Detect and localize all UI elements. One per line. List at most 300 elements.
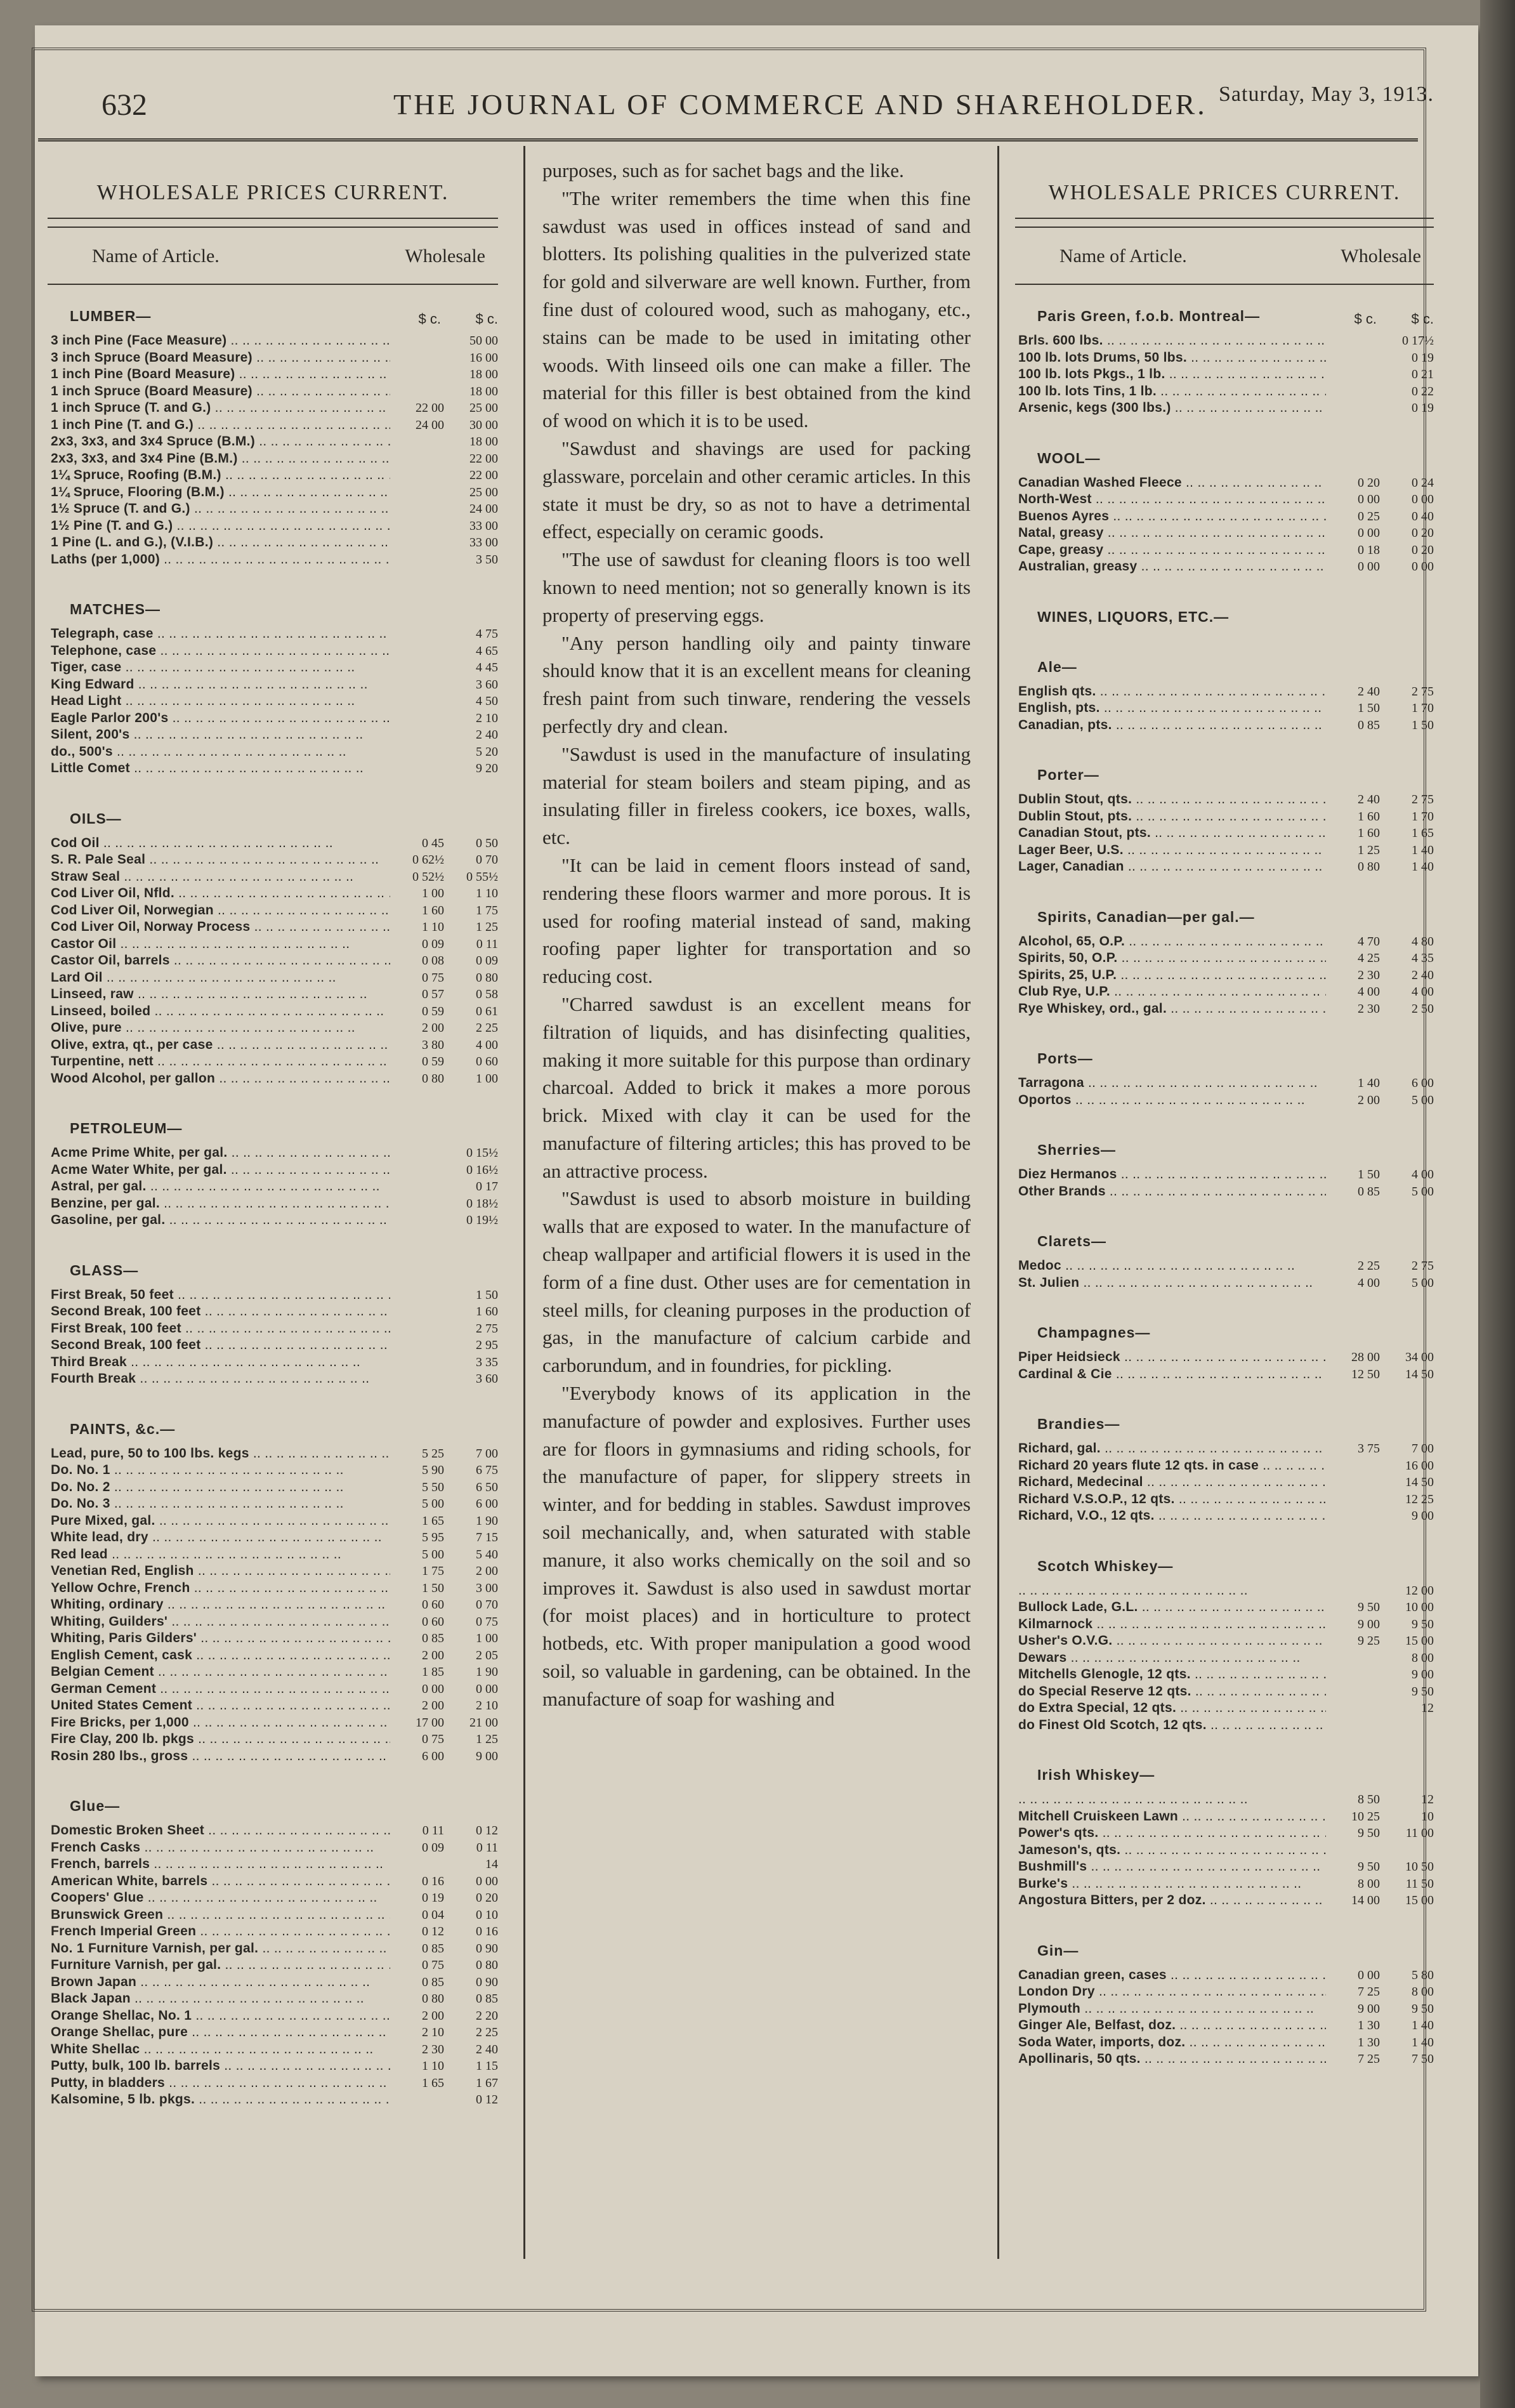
left-col-name-header: Name of Article.	[92, 246, 220, 266]
price-high: 0 12	[476, 2093, 498, 2107]
price-row	[51, 626, 498, 643]
price-low: 2 25	[1358, 1259, 1380, 1273]
price-row	[1018, 1700, 1434, 1717]
right-price-table	[1009, 285, 1440, 2068]
price-high: 25 00	[469, 485, 498, 499]
price-row	[51, 383, 498, 400]
price-low: 9 00	[1358, 1617, 1380, 1631]
price-high: 2 75	[1412, 1259, 1434, 1273]
price-row	[1018, 1892, 1434, 1909]
price-row	[51, 1856, 498, 1873]
price-row	[51, 1890, 498, 1907]
price-high: 5 00	[1412, 1093, 1434, 1107]
price-row	[1018, 542, 1434, 559]
price-row	[51, 2008, 498, 2025]
price-row	[1018, 1808, 1434, 1826]
price-high: 1 90	[476, 1665, 498, 1679]
price-low: 0 85	[1358, 718, 1380, 732]
price-low: 9 25	[1358, 1634, 1380, 1648]
price-high: 0 09	[476, 954, 498, 968]
price-low: 3 75	[1358, 1442, 1380, 1456]
price-low: 4 25	[1358, 951, 1380, 965]
price-row	[51, 1145, 498, 1162]
section-title: Ports—	[1037, 1050, 1093, 1067]
price-row	[51, 1303, 498, 1320]
price-high: 2 25	[476, 1021, 498, 1035]
article-name	[1018, 1582, 1326, 1600]
article-name: Diez Hermanos .. ..	[1018, 1166, 1326, 1183]
price-low: 0 62½	[412, 853, 444, 867]
price-row	[51, 835, 498, 852]
price-row	[1018, 332, 1434, 350]
price-low: 0 80	[422, 1071, 444, 1086]
article-name: S. R. Pale Seal .. ..	[51, 852, 390, 869]
section-title: WOOL—	[1037, 449, 1101, 466]
price-high: 0 12	[476, 1824, 498, 1838]
article-name: Belgian Cement .. ..	[51, 1664, 390, 1681]
price-high: 18 00	[469, 435, 498, 449]
article-name: Richard, Medecinal .. ..	[1018, 1474, 1326, 1491]
right-title-rules	[1015, 218, 1434, 228]
price-high: 3 60	[476, 677, 498, 692]
price-high: 0 10	[476, 1907, 498, 1922]
price-row	[1018, 791, 1434, 808]
right-prices-title: WHOLESALE PRICES CURRENT.	[1048, 181, 1401, 204]
price-low: 4 00	[1358, 985, 1380, 999]
price-high: 1 40	[1412, 860, 1434, 874]
price-low: 0 80	[422, 1992, 444, 2006]
article-name: Red lead .. ..	[51, 1546, 390, 1563]
price-high: 33 00	[469, 518, 498, 533]
price-high: 8 00	[1412, 1650, 1434, 1665]
article-name: No. 1 Furniture Varnish, per gal. .. ..	[51, 1940, 390, 1957]
article-name: Oportos .. ..	[1018, 1092, 1326, 1109]
price-row	[51, 2024, 498, 2041]
price-high: 9 50	[1412, 1617, 1434, 1631]
article-paragraph: "Sawdust is used in the manufacture of insulating material for steam boilers and steam piping, and as insulating filler in fireless cookers, ice boxes, walls, etc.	[542, 742, 971, 849]
article-name: Second Break, 100 feet .. ..	[51, 1303, 390, 1320]
price-row	[1018, 717, 1434, 734]
price-high: 0 90	[476, 1975, 498, 1989]
price-low: 9 50	[1358, 1860, 1380, 1874]
article-name: French Casks .. ..	[51, 1839, 390, 1857]
price-high: 34 00	[1405, 1350, 1434, 1364]
price-high: 10 00	[1405, 1600, 1434, 1614]
right-col-name-header: Name of Article.	[1059, 246, 1187, 266]
price-high: 9 50	[1412, 2001, 1434, 2016]
price-row	[1018, 400, 1434, 417]
price-high: 0 18½	[466, 1196, 498, 1211]
article-name: Orange Shellac, No. 1 .. ..	[51, 2008, 390, 2025]
price-low: 0 85	[1358, 1184, 1380, 1199]
article-name	[1018, 1791, 1326, 1808]
price-row	[1018, 1666, 1434, 1683]
price-low: 9 50	[1358, 1600, 1380, 1614]
price-row	[51, 1479, 498, 1496]
price-low: 0 09	[422, 937, 444, 951]
price-row	[1018, 1092, 1434, 1109]
price-row	[1018, 558, 1434, 576]
price-high: 6 75	[476, 1463, 498, 1477]
price-row	[1018, 350, 1434, 367]
article-name: Pure Mixed, gal. .. ..	[51, 1513, 390, 1530]
price-row	[51, 727, 498, 744]
price-low: 2 00	[422, 1021, 444, 1035]
price-row	[1018, 1166, 1434, 1183]
price-row	[51, 1195, 498, 1213]
price-row	[51, 2058, 498, 2075]
price-low: 1 50	[1358, 701, 1380, 715]
article-name: Dewars .. ..	[1018, 1650, 1326, 1667]
article-name: Tiger, case .. ..	[51, 659, 390, 676]
price-low: 0 85	[422, 1975, 444, 1989]
unit-label: $ c.	[475, 311, 498, 327]
article-name: Benzine, per gal. .. ..	[51, 1195, 390, 1213]
price-low: 0 85	[422, 1631, 444, 1645]
article-name: French, barrels .. ..	[51, 1856, 390, 1873]
price-row	[51, 1822, 498, 1839]
article-paragraph: "The writer remembers the time when this fine sawdust was used in offices instead of sand and blotters. Its polishing qualities in the pulverized state for gold and silverware are well known. Further, from fine dust of coloured wood, such as mahogany, etc., stains can be made to be used in imitating other woods. With linseed oils one can make a filler. The material for this filler is best obtained from the kind of wood on which it is to be used.	[542, 187, 971, 432]
price-high: 0 00	[1412, 492, 1434, 506]
price-row	[1018, 1616, 1434, 1633]
price-row	[51, 1070, 498, 1088]
price-row	[51, 1580, 498, 1597]
article-name: Jameson's, qts. .. ..	[1018, 1842, 1326, 1859]
price-high: 11 00	[1405, 1826, 1434, 1840]
left-column-headers	[48, 228, 498, 285]
price-high: 14	[485, 1857, 498, 1871]
article-name: Spirits, 50, O.P. .. ..	[1018, 950, 1326, 967]
price-row	[1018, 1876, 1434, 1893]
section-title: Irish Whiskey—	[1037, 1767, 1155, 1783]
price-row	[51, 1496, 498, 1513]
article-name: Black Japan .. ..	[51, 1990, 390, 2008]
article-name: Wood Alcohol, per gallon .. ..	[51, 1070, 390, 1088]
price-row	[51, 1462, 498, 1479]
price-row	[1018, 1842, 1434, 1859]
price-high: 2 10	[476, 711, 498, 725]
price-high: 3 00	[476, 1581, 498, 1595]
price-high: 0 70	[476, 1598, 498, 1612]
price-low: 0 00	[422, 1681, 444, 1696]
price-high: 7 15	[476, 1530, 498, 1544]
left-title-rules	[48, 218, 498, 228]
article-name: United States Cement .. ..	[51, 1697, 390, 1714]
price-row	[51, 1697, 498, 1714]
price-row	[1018, 984, 1434, 1001]
article-name: Yellow Ochre, French .. ..	[51, 1580, 390, 1597]
article-name: Fire Clay, 200 lb. pkgs .. ..	[51, 1731, 390, 1748]
price-high: 21 00	[469, 1715, 498, 1730]
price-high: 12	[1421, 1793, 1434, 1806]
article-name: English Cement, cask .. ..	[51, 1647, 390, 1664]
price-row	[51, 1287, 498, 1304]
page-edge-shadow	[1480, 0, 1515, 2408]
price-row	[51, 986, 498, 1003]
article-name: Arsenic, kegs (300 lbs.) .. ..	[1018, 400, 1326, 417]
price-high: 5 80	[1412, 1968, 1434, 1982]
article-name: Brunswick Green .. ..	[51, 1907, 390, 1924]
price-high: 24 00	[469, 502, 498, 516]
article-name: Domestic Broken Sheet .. ..	[51, 1822, 390, 1839]
price-high: 0 61	[476, 1004, 498, 1018]
price-row	[51, 1731, 498, 1748]
price-high: 0 90	[476, 1941, 498, 1956]
article-name: do Special Reserve 12 qts. .. ..	[1018, 1683, 1326, 1701]
price-row	[51, 332, 498, 350]
section-title: Gin—	[1037, 1942, 1079, 1959]
price-row	[1018, 1508, 1434, 1525]
price-row	[51, 1647, 498, 1664]
price-row	[51, 350, 498, 367]
price-low: 0 00	[1358, 560, 1380, 574]
article-name: Bushmill's .. ..	[1018, 1859, 1326, 1876]
section-title: Glue—	[70, 1798, 121, 1814]
article-name: Brown Japan .. ..	[51, 1974, 390, 1991]
article-name: Lard Oil .. ..	[51, 970, 390, 987]
article-name: Medoc .. ..	[1018, 1258, 1326, 1275]
article-name: Coopers' Glue .. ..	[51, 1890, 390, 1907]
price-high: 5 40	[476, 1547, 498, 1562]
price-low: 0 12	[422, 1924, 444, 1938]
price-low: 1 25	[1358, 843, 1380, 857]
price-high: 0 17½	[1402, 334, 1434, 348]
price-low: 14 00	[1351, 1893, 1380, 1907]
price-row	[51, 1748, 498, 1765]
article-name: American White, barrels .. ..	[51, 1873, 390, 1890]
article-name: 1 inch Spruce (Board Measure) .. ..	[51, 383, 390, 400]
price-high: 1 10	[476, 886, 498, 900]
price-high: 0 40	[1412, 509, 1434, 523]
price-low: 1 65	[422, 2076, 444, 2090]
price-high: 0 00	[476, 1681, 498, 1696]
article-paragraph: "Everybody knows of its application in the manufacture of powder and explosives. Further uses are for floors in gymnasiums and riding schools, for the manufacture of paper, for slippery streets in winter, and for bedding in stables. Sawdust improves soil mechanically, and, when saturated with stable manure, it also works chemically on the soil and so improves it. Sawdust is also used in sawdust mortar (for moist places) and in horticulture to protect hotbeds, etc. With proper manipulation a good wood soil, so valuable in gardening, can be obtained. In the manufacture of soap for washing and	[542, 1382, 971, 1710]
article-paragraph: purposes, such as for sachet bags and the like.	[542, 159, 904, 181]
price-high: 15 00	[1405, 1634, 1434, 1648]
price-high: 2 95	[476, 1338, 498, 1352]
article-name: Power's qts. .. ..	[1018, 1825, 1326, 1842]
article-name: Telephone, case .. ..	[51, 643, 390, 660]
article-paragraph: "Charred sawdust is an excellent means for filtration of liquids, and has disinfecting qualities, making it more suitable for this purpose than ordinary charcoal. Added to brick it makes a more porous brick. Mixed with clay it can be used for the manufacture of filtering articles; this has proved to be an attractive process.	[542, 992, 971, 1182]
journal-title: THE JOURNAL OF COMMERCE AND SHAREHOLDER.	[393, 88, 1207, 121]
price-high: 18 00	[469, 384, 498, 398]
price-high: 6 00	[1412, 1076, 1434, 1090]
price-row	[1018, 950, 1434, 967]
section-title: Spirits, Canadian—per gal.—	[1037, 908, 1255, 925]
price-row	[51, 710, 498, 727]
article-name: Canadian Washed Fleece .. ..	[1018, 475, 1326, 492]
unit-label: $ c.	[418, 311, 441, 327]
article-paragraph: "The use of sawdust for cleaning floors is too well known to need mention; not so generally known is its property of preserving eggs.	[542, 548, 971, 626]
price-high: 1 00	[476, 1631, 498, 1645]
price-row	[1018, 1075, 1434, 1092]
price-high: 30 00	[469, 418, 498, 432]
article-name: 100 lb. lots Pkgs., 1 lb. .. ..	[1018, 366, 1326, 383]
price-row	[51, 1596, 498, 1614]
price-low: 0 75	[422, 1732, 444, 1746]
price-high: 6 00	[476, 1497, 498, 1511]
article-name: White Shellac .. ..	[51, 2041, 390, 2058]
price-low: 1 10	[422, 2059, 444, 2073]
article-name: Alcohol, 65, O.P. .. ..	[1018, 933, 1326, 951]
price-high: 1 25	[476, 1732, 498, 1746]
price-low: 0 00	[1358, 526, 1380, 540]
article-paragraph: "Sawdust is used to absorb moisture in building walls that are exposed to water. In the manufacture of cheap wallpaper and artificial flowers it is used in the form of a fine dust. Other uses are for cementation in steel mills, for cleaning purposes in the production of gas, in the manufacture of calcium carbide and carborundum, and in foundries, for pickling.	[542, 1187, 971, 1377]
price-row	[51, 551, 498, 569]
article-name: Putty, bulk, 100 lb. barrels .. ..	[51, 2058, 390, 2075]
price-row	[1018, 1633, 1434, 1650]
price-low: 0 08	[422, 954, 444, 968]
article-paragraph: "It can be laid in cement floors instead of sand, rendering these floors warmer and more porous. It is used for roofing material instead of sand, making roofing paper lighter for transportation and so reducing cost.	[542, 853, 971, 988]
price-row	[51, 1714, 498, 1732]
article-name: St. Julien .. ..	[1018, 1275, 1326, 1292]
price-low: 0 59	[422, 1055, 444, 1069]
price-row	[51, 1371, 498, 1388]
price-high: 15 00	[1405, 1893, 1434, 1907]
article-name: Linseed, raw .. ..	[51, 986, 390, 1003]
price-row	[1018, 508, 1434, 525]
price-high: 1 25	[476, 920, 498, 934]
price-row	[1018, 1440, 1434, 1457]
article-name: North-West .. ..	[1018, 491, 1326, 508]
price-row	[51, 501, 498, 518]
price-row	[1018, 1791, 1434, 1808]
article-name: Rosin 280 lbs., gross .. ..	[51, 1748, 390, 1765]
price-high: 1 40	[1412, 2035, 1434, 2049]
article-name: Lager Beer, U.S. .. ..	[1018, 842, 1326, 859]
price-high: 0 24	[1412, 475, 1434, 490]
left-prices-title: WHOLESALE PRICES CURRENT.	[96, 181, 449, 204]
price-row	[51, 1681, 498, 1698]
price-high: 2 05	[476, 1648, 498, 1662]
price-high: 7 50	[1412, 2052, 1434, 2066]
price-low: 0 04	[422, 1907, 444, 1922]
price-high: 33 00	[469, 536, 498, 549]
article-name: Lead, pure, 50 to 100 lbs. kegs .. ..	[51, 1445, 390, 1463]
unit-label: $ c.	[1411, 311, 1434, 327]
price-row	[51, 1354, 498, 1371]
article-name: Head Light .. ..	[51, 693, 390, 710]
article-name: French Imperial Green .. ..	[51, 1923, 390, 1940]
price-low: 1 65	[422, 1513, 444, 1528]
section-title: Clarets—	[1037, 1233, 1106, 1249]
left-col-price-header: Wholesale	[405, 246, 485, 266]
price-high: 0 50	[476, 836, 498, 850]
section-title: MATCHES—	[70, 601, 161, 617]
price-row	[1018, 1474, 1434, 1491]
article-name: Do. No. 1 .. ..	[51, 1462, 390, 1479]
article-name: Do. No. 2 .. ..	[51, 1479, 390, 1496]
article-name: Venetian Red, English .. ..	[51, 1563, 390, 1580]
price-low: 1 50	[1358, 1168, 1380, 1181]
article-name: Fire Bricks, per 1,000 .. ..	[51, 1714, 390, 1732]
price-low: 7 25	[1358, 1985, 1380, 1999]
price-low: 7 25	[1358, 2052, 1380, 2066]
price-row	[1018, 1825, 1434, 1842]
article-name: Olive, extra, qt., per case .. ..	[51, 1037, 390, 1054]
price-row	[1018, 1859, 1434, 1876]
price-high: 2 40	[476, 728, 498, 742]
article-name: Rye Whiskey, ord., gal. .. ..	[1018, 1001, 1326, 1018]
price-low: 6 00	[422, 1749, 444, 1763]
price-high: 14 50	[1405, 1475, 1434, 1489]
price-low: 1 10	[422, 920, 444, 934]
price-low: 10 25	[1351, 1809, 1380, 1824]
price-high: 1 15	[476, 2059, 498, 2073]
price-row	[1018, 1984, 1434, 2001]
price-low: 0 00	[1358, 492, 1380, 506]
price-row	[1018, 859, 1434, 876]
price-high: 4 00	[1412, 1168, 1434, 1181]
article-name: Bullock Lade, G.L. .. ..	[1018, 1599, 1326, 1616]
article-name: Mitchell Cruiskeen Lawn .. ..	[1018, 1808, 1326, 1826]
price-low: 0 00	[1358, 1968, 1380, 1982]
price-row	[51, 1563, 498, 1580]
price-high: 9 00	[1412, 1509, 1434, 1523]
price-high: 0 20	[1412, 543, 1434, 557]
section-title: Porter—	[1037, 766, 1099, 783]
price-low: 0 75	[422, 1958, 444, 1972]
article-name: Usher's O.V.G. .. ..	[1018, 1633, 1326, 1650]
price-row	[51, 659, 498, 676]
price-row	[1018, 1366, 1434, 1383]
article-name: Fourth Break .. ..	[51, 1371, 390, 1388]
price-high: 22 00	[469, 468, 498, 482]
price-row	[1018, 2034, 1434, 2051]
price-high: 1 75	[476, 903, 498, 918]
column-divider-right	[997, 146, 999, 2259]
article-name: Acme Water White, per gal. .. ..	[51, 1162, 390, 1179]
price-high: 10 50	[1405, 1860, 1434, 1874]
article-name: Other Brands .. ..	[1018, 1183, 1326, 1201]
article-name: Australian, greasy .. ..	[1018, 558, 1326, 576]
price-row	[1018, 1582, 1434, 1600]
price-high: 1 67	[476, 2076, 498, 2090]
price-row	[51, 852, 498, 869]
price-high: 4 45	[476, 661, 498, 674]
article-name: 1 inch Pine (T. and G.) .. ..	[51, 417, 390, 434]
price-high: 25 00	[469, 401, 498, 415]
article-paragraph: "Sawdust and shavings are used for packing glassware, porcelain and other ceramic articles. In this state it must be dry, so as not to have a detrimental effect, especially on ceramic goods.	[542, 437, 971, 543]
price-high: 6 50	[476, 1480, 498, 1494]
price-high: 0 20	[476, 1891, 498, 1905]
price-row	[1018, 1491, 1434, 1508]
price-high: 1 65	[1412, 826, 1434, 840]
price-row	[51, 534, 498, 551]
price-row	[51, 1020, 498, 1037]
price-low: 0 57	[422, 987, 444, 1001]
price-low: 4 00	[1358, 1275, 1380, 1290]
price-row	[1018, 1717, 1434, 1734]
article-name: 1½ Pine (T. and G.) .. ..	[51, 518, 390, 535]
article-name: Dublin Stout, pts. .. ..	[1018, 808, 1326, 826]
price-low: 2 40	[1358, 793, 1380, 806]
price-row	[51, 1003, 498, 1020]
price-row	[51, 760, 498, 777]
price-row	[51, 1664, 498, 1681]
price-high: 0 16	[476, 1924, 498, 1938]
price-row	[1018, 933, 1434, 951]
price-high: 1 70	[1412, 809, 1434, 824]
article-name: Canadian Stout, pts. .. ..	[1018, 825, 1326, 842]
price-low: 8 00	[1358, 1876, 1380, 1891]
price-row	[51, 885, 498, 902]
price-low: 2 00	[422, 1699, 444, 1713]
article-name: Kilmarnock .. ..	[1018, 1616, 1326, 1633]
article-name: 2x3, 3x3, and 3x4 Spruce (B.M.) .. ..	[51, 433, 390, 451]
price-high: 0 21	[1412, 367, 1434, 381]
price-low: 22 00	[416, 401, 444, 415]
